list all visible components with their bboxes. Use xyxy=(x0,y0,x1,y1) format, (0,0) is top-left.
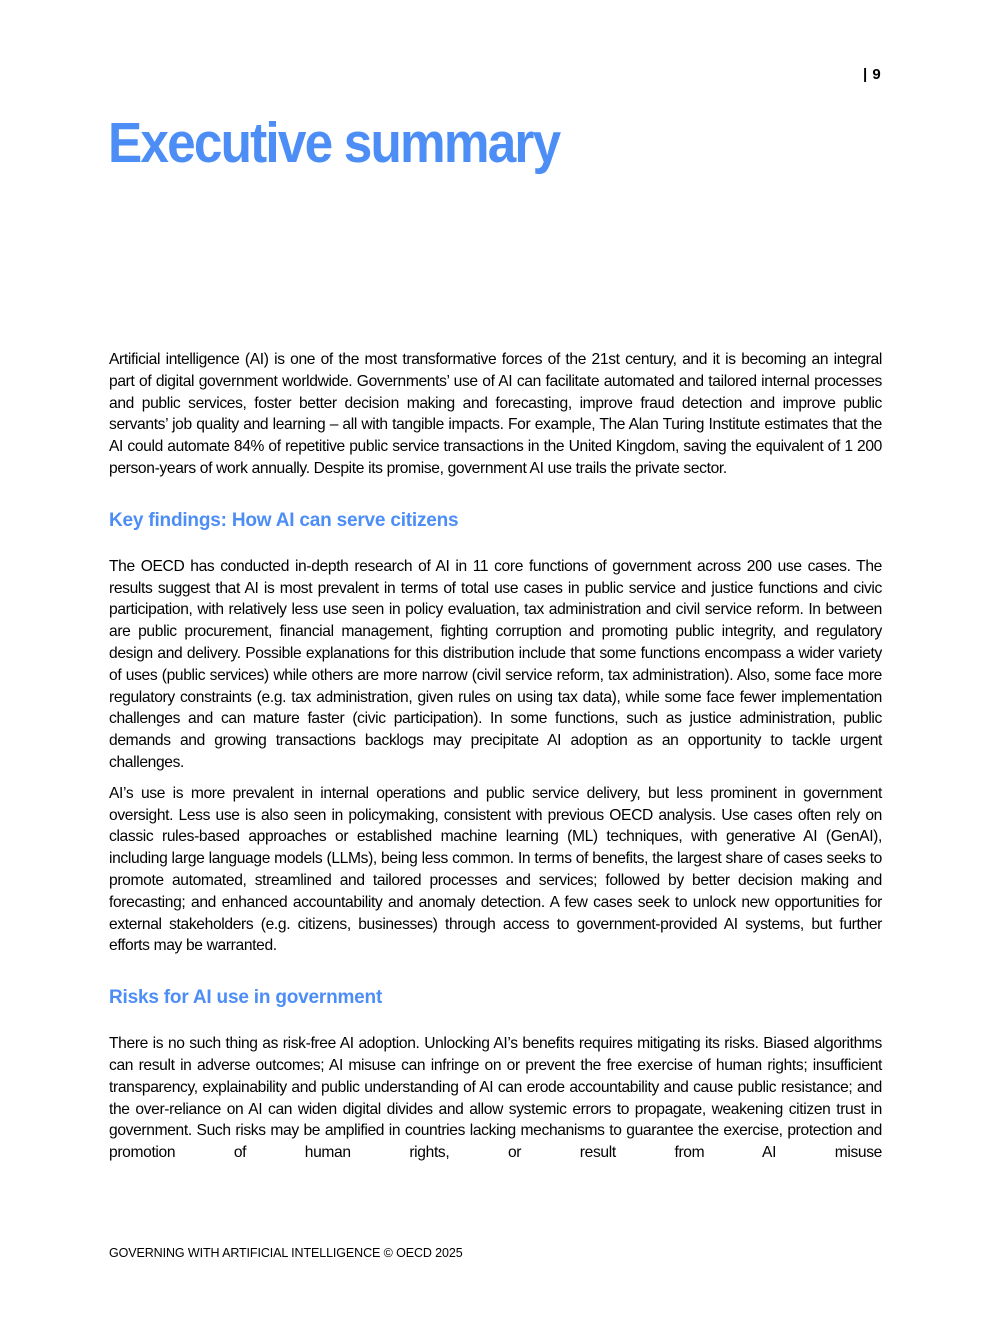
key-findings-paragraph-2: AI’s use is more prevalent in internal operations and public service delivery, but less prominent in government oversight. Less use is also seen in policymaking, consistent with previous OECD analysis. Use cases often rely on classic rules-based approaches or established machine learning (ML) techniques, with generative AI (GenAI), including large language models (LLMs), being less common. In terms of benefits, the largest share of cases seeks to promote automated, streamlined and tailored processes and services; followed by better decision making and forecasting; and enhanced accountability and anomaly detection. A few cases seek to unlock new opportunities for external stakeholders (e.g. citizens, businesses) through access to government-provided AI systems, but further efforts may be warranted. xyxy=(109,784,882,955)
page-footer: GOVERNING WITH ARTIFICIAL INTELLIGENCE © OECD 2025 xyxy=(109,1246,463,1260)
document-body xyxy=(109,349,882,1164)
intro-paragraph: Artificial intelligence (AI) is one of the most transformative forces of the 21st century, and it is becoming an integral part of digital government worldwide. Governments’ use of AI can facilitate automated and tailored internal processes and public services, foster better decision making and forecasting, improve fraud detection and improve public servants’ job quality and learning – all with tangible impacts. For example, The Alan Turing Institute estimates that the AI could automate 84% of repetitive public service transactions in the United Kingdom, saving the equivalent of 1 200 person-years of work annually. Despite its promise, government AI use trails the private sector. xyxy=(109,351,882,477)
page-number: | 9 xyxy=(863,66,882,83)
key-findings-paragraph-1: The OECD has conducted in-depth research of AI in 11 core functions of government across 200 use cases. The results suggest that AI is most prevalent in terms of total use cases in public service and justice functions and civic participation, with relatively less use seen in policy evaluation, tax administration and civil service reform. In between are public procurement, financial management, fighting corruption and promoting public integrity, and regulatory design and delivery. Possible explanations for this distribution include that some functions encompass a wider variety of uses (public services) while others are more narrow (civil service reform, tax administration). Also, some face more regulatory constraints (e.g. tax administration, given rules on using tax data), while some face fewer implementation challenges and can mature faster (civic participation). In some functions, such as justice administration, public demands and growing transactions backlogs may precipitate AI adoption as an opportunity to tackle urgent challenges. xyxy=(109,557,882,771)
section-heading-risks: Risks for AI use in government xyxy=(109,987,383,1009)
section-heading-key-findings: Key findings: How AI can serve citizens xyxy=(109,509,459,531)
page-title: Executive summary xyxy=(108,111,560,175)
risks-paragraph-1: There is no such thing as risk-free AI adoption. Unlocking AI’s benefits requires mitigating its risks. Biased algorithms can result in adverse outcomes; AI misuse can infringe on or prevent the free exercise of human rights; insufficient transparency, explainability and public understanding of AI can erode accountability and cause public resistance; and the over-reliance on AI can widen digital divides and allow systemic errors to propagate, weakening citizen trust in government. Such risks may be amplified in countries lacking mechanisms to guarantee the exercise, protection and promotion of human rights, or result from AI misuse xyxy=(109,1035,882,1162)
